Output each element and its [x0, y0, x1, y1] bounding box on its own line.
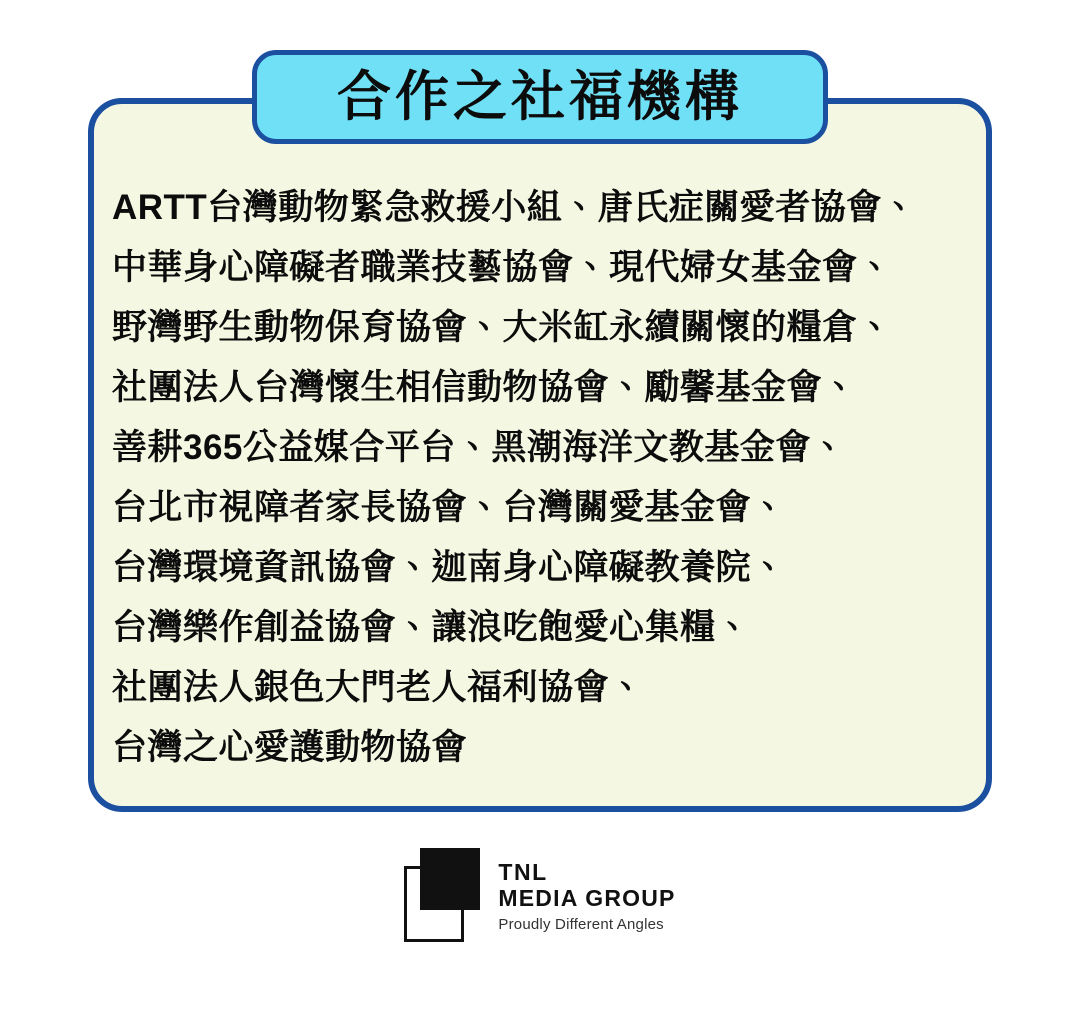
brand-line-1: TNL — [498, 858, 548, 885]
brand-tagline: Proudly Different Angles — [498, 916, 664, 934]
list-item: 野灣野生動物保育協會、大米缸永續關懷的糧倉、 — [112, 308, 894, 347]
title-pill — [252, 50, 828, 144]
list-item: 中華身心障礙者職業技藝協會、現代婦女基金會、 — [112, 248, 894, 287]
list-item: 善耕365公益媒合平台、黑潮海洋文教基金會、 — [112, 428, 847, 467]
list-item: 台灣環境資訊協會、迦南身心障礙教養院、 — [112, 548, 787, 587]
logo-square-filled-icon — [420, 848, 480, 910]
logo-squares-icon — [404, 848, 480, 944]
tnl-media-group-logo — [404, 848, 675, 944]
list-item: 台灣之心愛護動物協會 — [112, 728, 468, 767]
brand-line-2: MEDIA GROUP — [498, 885, 676, 911]
list-item: 社團法人台灣懷生相信動物協會、勵馨基金會、 — [112, 368, 858, 407]
logo-text — [498, 859, 675, 934]
list-item: ARTT台灣動物緊急救援小組、唐氏症關愛者協會、 — [112, 188, 918, 227]
page-title: 合作之社福機構 — [337, 67, 743, 127]
list-item: 台灣樂作創益協會、讓浪吃飽愛心集糧、 — [112, 608, 752, 647]
organization-list — [112, 178, 974, 778]
list-item: 台北市視障者家長協會、台灣關愛基金會、 — [112, 488, 787, 527]
list-item: 社團法人銀色大門老人福利協會、 — [112, 668, 645, 707]
footer — [0, 848, 1080, 944]
